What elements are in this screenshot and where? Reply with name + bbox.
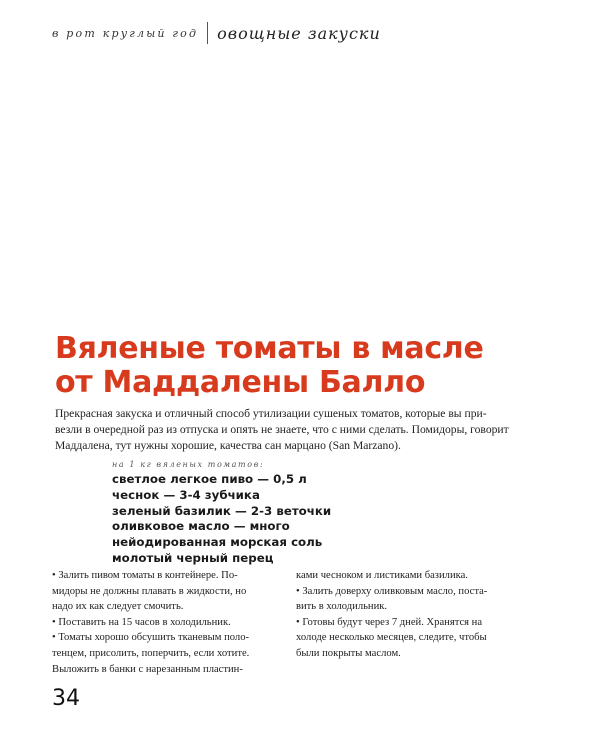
step-line: • Готовы будут через 7 дней. Хранятся на bbox=[296, 616, 483, 628]
running-header bbox=[52, 18, 381, 48]
recipe-title-line-2: от Маддалены Балло bbox=[55, 365, 426, 400]
header-divider bbox=[207, 22, 208, 44]
step-line: надо их как следует смочить. bbox=[52, 601, 184, 613]
ingredient-item: светлое легкое пиво — 0,5 л bbox=[112, 472, 307, 486]
header-section-title: овощные закуски bbox=[217, 23, 381, 43]
step-line: были покрыты маслом. bbox=[296, 647, 401, 659]
step-line: ками чесноком и листиками базилика. bbox=[296, 570, 468, 581]
steps-column-2 bbox=[296, 568, 528, 662]
step-line: вить в холодильник. bbox=[296, 601, 388, 613]
ingredient-item: чеснок — 3-4 зубчика bbox=[112, 487, 260, 502]
step-line: Выложить в банки с нарезанным пластин- bbox=[52, 663, 243, 675]
intro-line-3: Маддалена, тут нужны хорошие, качества сан марцано (San Marzano). bbox=[55, 439, 401, 452]
intro-line-2: везли в очередной раз из отпуска и опять не знаете, что с ними сделать. Помидоры, говорит bbox=[55, 423, 509, 436]
ingredients-label: на 1 кг вяленых томатов: bbox=[112, 460, 265, 469]
recipe-title-line-1: Вяленые томаты в масле bbox=[55, 331, 484, 366]
page-number: 34 bbox=[52, 686, 80, 711]
recipe-title bbox=[55, 332, 575, 400]
step-line: мидоры не должны плавать в жидкости, но bbox=[52, 585, 247, 597]
ingredient-item: молотый черный перец bbox=[112, 550, 274, 565]
step-line: тенцем, присолить, поперчить, если хотите. bbox=[52, 647, 250, 659]
ingredient-item: оливковое масло — много bbox=[112, 519, 290, 534]
intro-line-1: Прекрасная закуска и отличный способ утилизации сушеных томатов, которые вы при- bbox=[55, 407, 487, 420]
step-line: • Поставить на 15 часов в холодильник. bbox=[52, 616, 231, 628]
ingredient-item: зеленый базилик — 2-3 веточки bbox=[112, 503, 332, 518]
header-book-title: в рот круглый год bbox=[52, 26, 199, 40]
ingredients-list bbox=[112, 472, 331, 567]
ingredient-item: нейодированная морская соль bbox=[112, 535, 323, 550]
recipe-intro bbox=[55, 406, 560, 454]
step-line: • Залить доверху оливковым масло, поста- bbox=[296, 585, 488, 597]
step-line: • Томаты хорошо обсушить тканевым поло- bbox=[52, 632, 250, 644]
step-line: холоде несколько месяцев, следите, чтобы bbox=[296, 632, 487, 644]
steps-column-1 bbox=[52, 568, 284, 677]
step-line: • Залить пивом томаты в контейнере. По- bbox=[52, 570, 238, 581]
